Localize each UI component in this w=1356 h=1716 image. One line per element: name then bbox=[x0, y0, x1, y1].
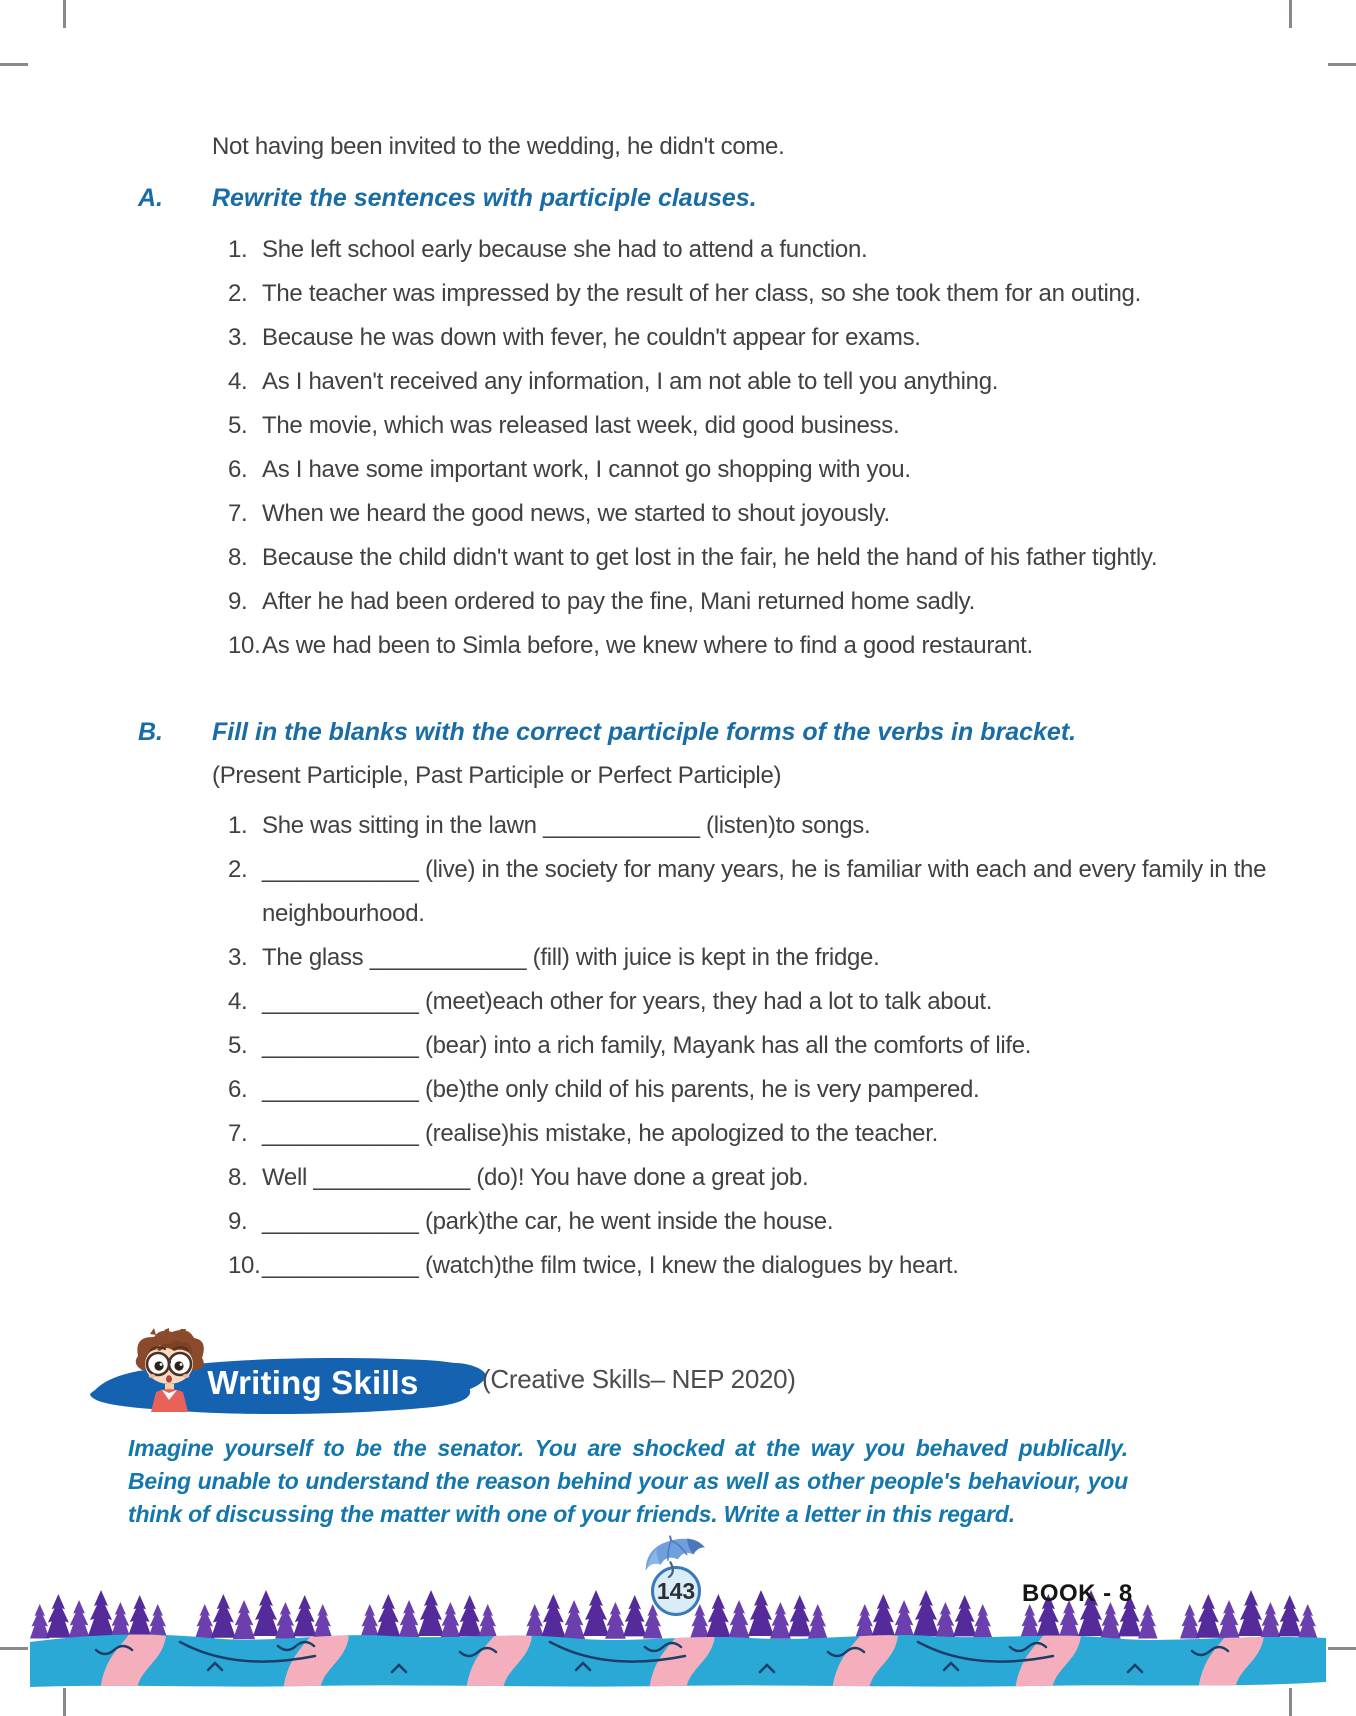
item-text: ____________ (watch)the film twice, I knew the dialogues by heart. bbox=[262, 1252, 959, 1279]
crop-mark bbox=[0, 63, 28, 66]
exercise-item bbox=[228, 804, 1298, 848]
book-label: BOOK - 8 bbox=[1022, 1580, 1133, 1607]
crop-mark bbox=[0, 1647, 28, 1650]
item-text: ____________ (live) in the society for many years, he is familiar with each and every family in the neighbourhood. bbox=[262, 856, 1267, 927]
intro-sentence: Not having been invited to the wedding, he didn't come. bbox=[212, 133, 785, 160]
exercise-item bbox=[228, 980, 1298, 1024]
item-number: 3. bbox=[228, 324, 248, 351]
item-number: 2. bbox=[228, 280, 248, 307]
item-number: 8. bbox=[228, 1164, 248, 1191]
section-a-heading bbox=[138, 184, 1288, 213]
exercise-item bbox=[228, 936, 1298, 980]
item-number: 2. bbox=[228, 856, 248, 883]
item-number: 9. bbox=[228, 1208, 248, 1235]
exercise-item bbox=[228, 228, 1298, 272]
writing-skills-title: Writing Skills bbox=[207, 1364, 419, 1401]
item-text: As I have some important work, I cannot go shopping with you. bbox=[262, 456, 911, 483]
item-text: ____________ (meet)each other for years, they had a lot to talk about. bbox=[262, 988, 993, 1015]
item-text: As we had been to Simla before, we knew where to find a good restaurant. bbox=[262, 632, 1033, 659]
section-b-heading bbox=[138, 718, 1288, 747]
section-b-subtitle: (Present Participle, Past Participle or Perfect Participle) bbox=[212, 762, 782, 789]
exercise-item bbox=[228, 1068, 1298, 1112]
crop-mark bbox=[1328, 1647, 1356, 1650]
item-number: 1. bbox=[228, 812, 248, 839]
item-text: When we heard the good news, we started to shout joyously. bbox=[262, 500, 890, 527]
exercise-item bbox=[228, 360, 1298, 404]
page-number-badge: 143 bbox=[651, 1566, 701, 1616]
exercise-item bbox=[228, 404, 1298, 448]
section-a-title: Rewrite the sentences with participle clauses. bbox=[212, 184, 757, 212]
item-number: 4. bbox=[228, 368, 248, 395]
exercise-item bbox=[228, 1024, 1298, 1068]
item-number: 6. bbox=[228, 456, 248, 483]
exercise-item bbox=[228, 580, 1298, 624]
item-text: She was sitting in the lawn ____________ (listen)to songs. bbox=[262, 812, 871, 839]
item-number: 7. bbox=[228, 1120, 248, 1147]
item-number: 9. bbox=[228, 588, 248, 615]
crop-mark bbox=[1289, 0, 1292, 28]
item-number: 6. bbox=[228, 1076, 248, 1103]
item-text: As I haven't received any information, I am not able to tell you anything. bbox=[262, 368, 999, 395]
exercise-item bbox=[228, 1200, 1298, 1244]
exercise-item bbox=[228, 492, 1298, 536]
item-text: ____________ (be)the only child of his parents, he is very pampered. bbox=[262, 1076, 980, 1103]
item-number: 3. bbox=[228, 944, 248, 971]
section-b-list bbox=[228, 804, 1298, 1288]
item-number: 5. bbox=[228, 1032, 248, 1059]
creative-skills-tagline: (Creative Skills– NEP 2020) bbox=[482, 1364, 796, 1394]
item-number: 4. bbox=[228, 988, 248, 1015]
section-a-letter: A. bbox=[138, 184, 163, 212]
item-text: ____________ (bear) into a rich family, Mayank has all the comforts of life. bbox=[262, 1032, 1032, 1059]
item-number: 10. bbox=[228, 632, 261, 659]
item-text: Well ____________ (do)! You have done a great job. bbox=[262, 1164, 809, 1191]
exercise-item bbox=[228, 448, 1298, 492]
exercise-item bbox=[228, 536, 1298, 580]
item-text: The teacher was impressed by the result of her class, so she took them for an outing. bbox=[262, 280, 1141, 307]
section-b-letter: B. bbox=[138, 718, 163, 746]
umbrella-icon bbox=[638, 1534, 712, 1578]
student-character bbox=[126, 1328, 214, 1412]
crop-mark bbox=[63, 0, 66, 28]
exercise-item bbox=[228, 316, 1298, 360]
item-number: 7. bbox=[228, 500, 248, 527]
item-number: 1. bbox=[228, 236, 248, 263]
item-text: She left school early because she had to attend a function. bbox=[262, 236, 868, 263]
exercise-item bbox=[228, 624, 1298, 668]
exercise-item bbox=[228, 1112, 1298, 1156]
item-number: 8. bbox=[228, 544, 248, 571]
item-text: Because he was down with fever, he couldn't appear for exams. bbox=[262, 324, 921, 351]
item-number: 10. bbox=[228, 1252, 261, 1279]
exercise-item bbox=[228, 272, 1298, 316]
exercise-item bbox=[228, 848, 1298, 936]
item-text: Because the child didn't want to get lost in the fair, he held the hand of his father tightly. bbox=[262, 544, 1158, 571]
writing-prompt: Imagine yourself to be the senator. You are shocked at the way you behaved publically. Being unable to understand the reason behind your as well as other people's behaviour, you think of discussing the matter with one of your friends. Write a letter in this regard. bbox=[128, 1435, 1128, 1527]
exercise-item bbox=[228, 1244, 1298, 1288]
item-text: The glass ____________ (fill) with juice is kept in the fridge. bbox=[262, 944, 880, 971]
item-text: ____________ (realise)his mistake, he apologized to the teacher. bbox=[262, 1120, 938, 1147]
item-number: 5. bbox=[228, 412, 248, 439]
item-text: The movie, which was released last week, did good business. bbox=[262, 412, 900, 439]
item-text: After he had been ordered to pay the fine, Mani returned home sadly. bbox=[262, 588, 975, 615]
item-text: ____________ (park)the car, he went inside the house. bbox=[262, 1208, 834, 1235]
section-a-list bbox=[228, 228, 1298, 668]
section-b-title: Fill in the blanks with the correct participle forms of the verbs in bracket. bbox=[212, 718, 1077, 746]
crop-mark bbox=[1328, 63, 1356, 66]
exercise-item bbox=[228, 1156, 1298, 1200]
